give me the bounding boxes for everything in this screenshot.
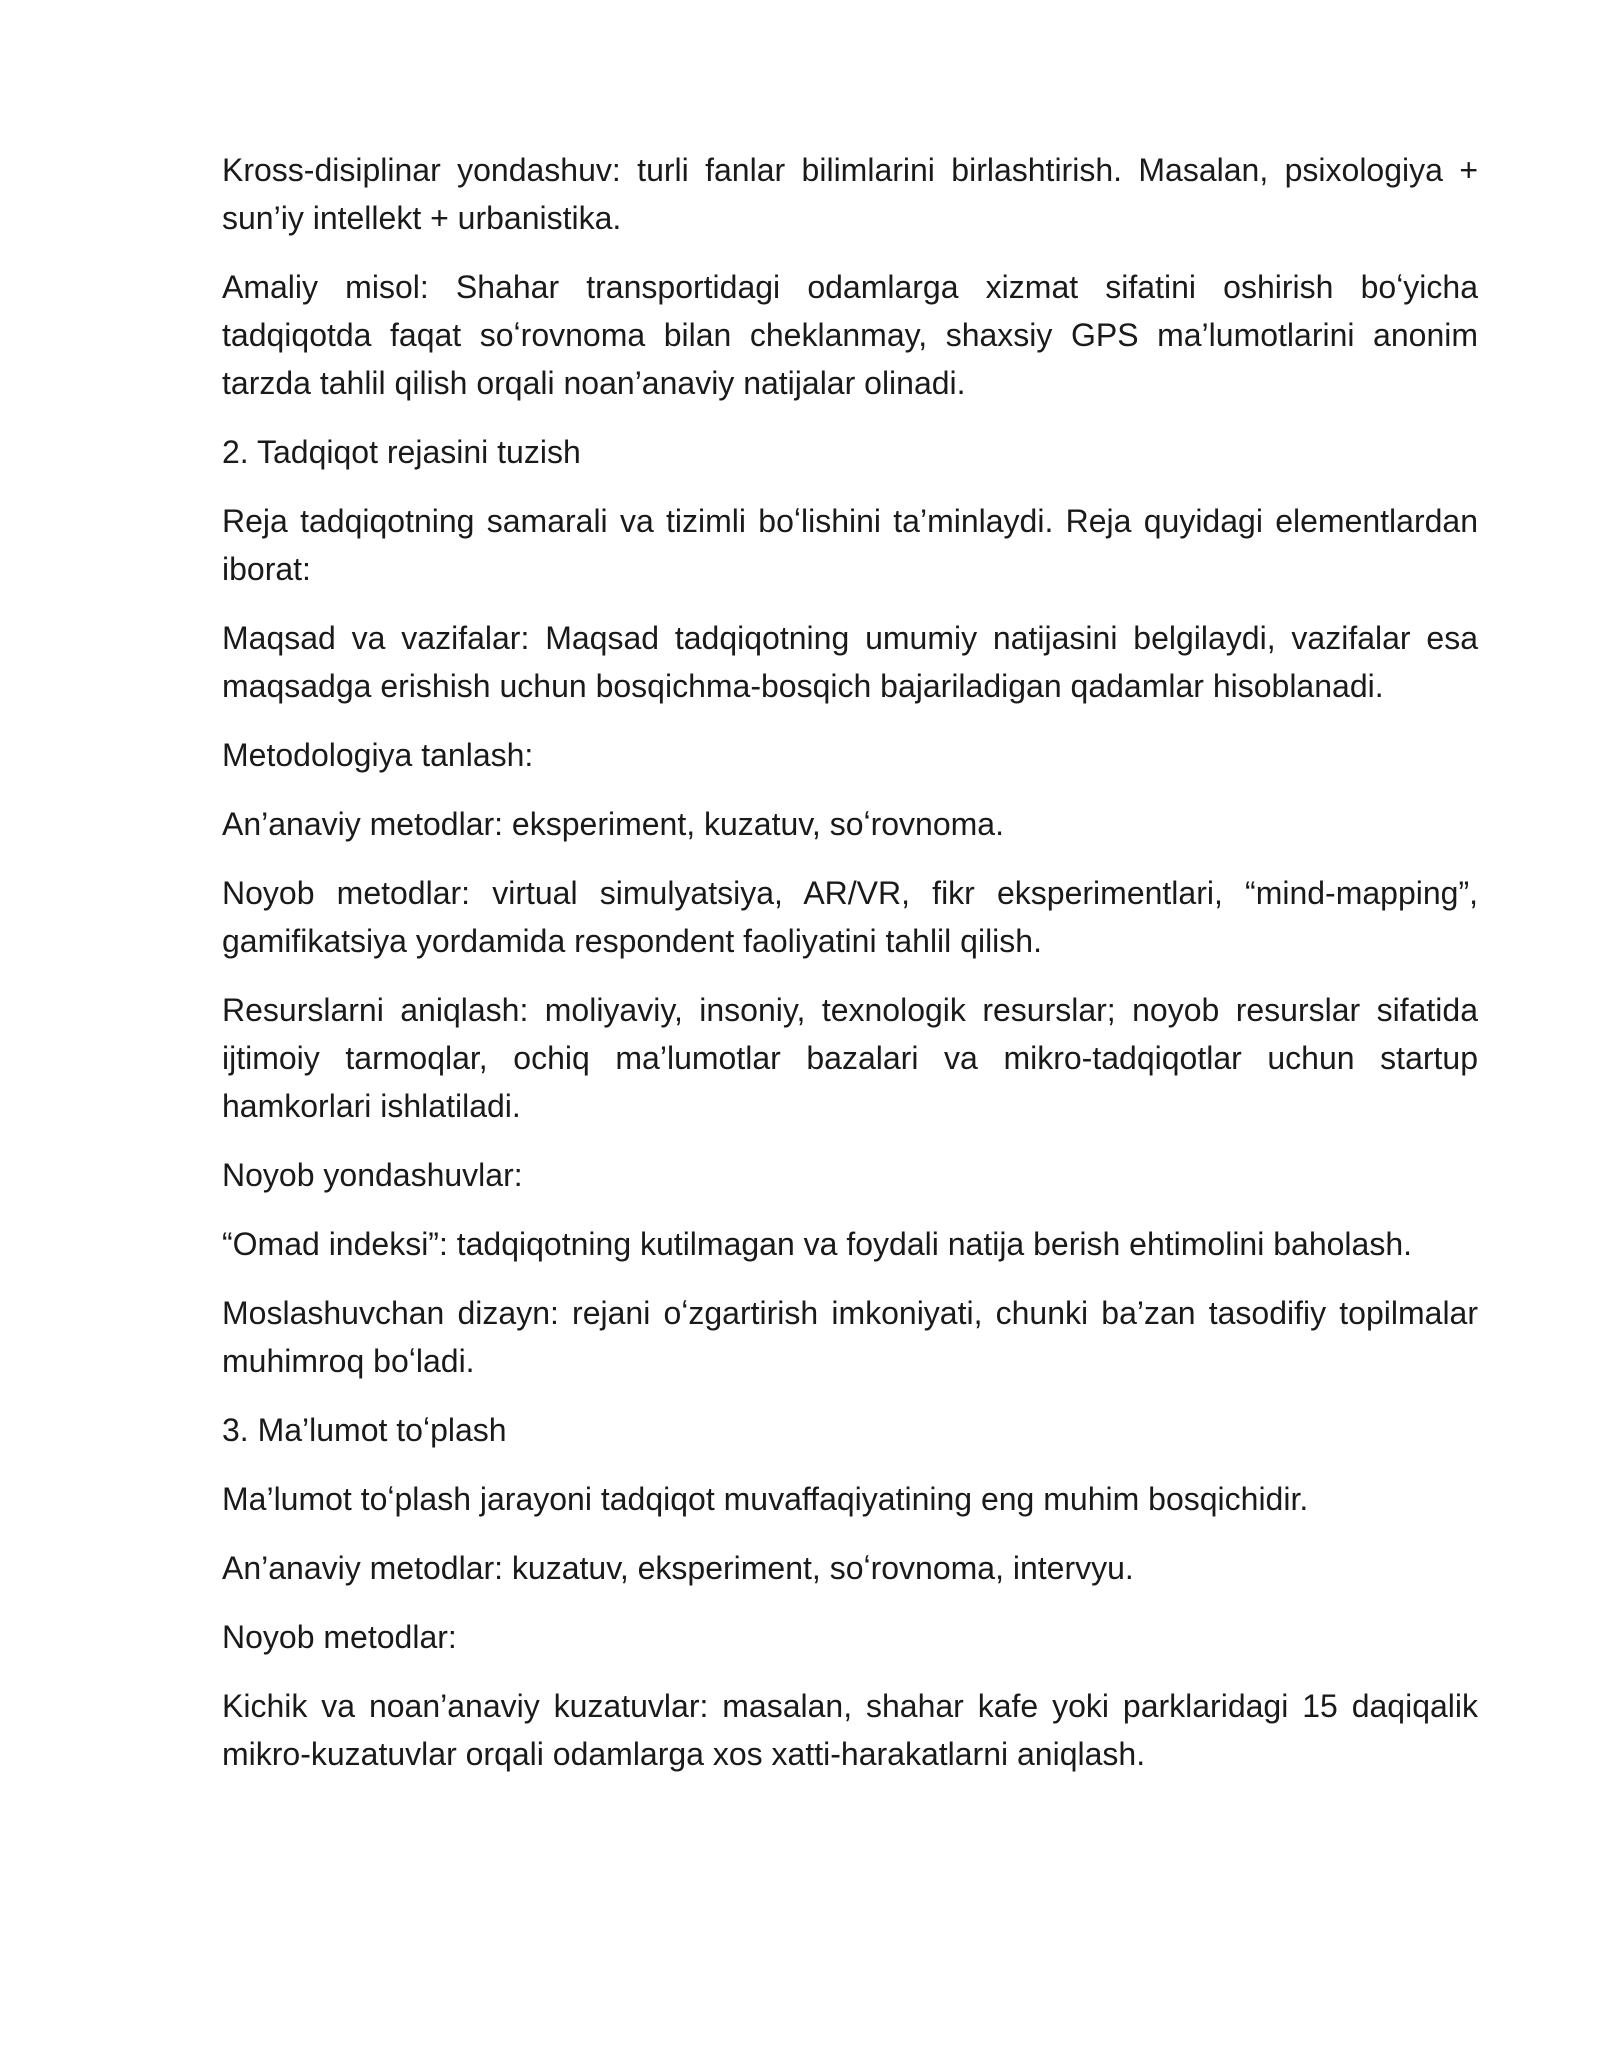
paragraph-data-collection-intro: Ma’lumot toʻplash jarayoni tadqiqot muvaffaqiyatining eng muhim bosqichidir. [222, 1481, 1309, 1517]
paragraph-traditional-methods: An’anaviy metodlar: eksperiment, kuzatuv, soʻrovnoma. [222, 806, 1004, 842]
paragraph-unique-methods: Noyob metodlar: virtual simulyatsiya, AR/VR, fikr eksperimentlari, “mind-mapping”, gamifikatsiya yordamida respondent faoliyatini tahlil qilish. [222, 875, 1478, 959]
paragraph-methodology: Metodologiya tanlash: [222, 737, 534, 773]
paragraph-collection-unique-methods: Noyob metodlar: [222, 1619, 457, 1655]
paragraph-luck-index: “Omad indeksi”: tadqiqotning kutilmagan va foydali natija berish ehtimolini baholash. [222, 1226, 1412, 1262]
paragraph-flexible-design: Moslashuvchan dizayn: rejani oʻzgartirish imkoniyati, chunki ba’zan tasodifiy topilmalar muhimroq boʻladi. [222, 1295, 1478, 1379]
paragraph-micro-observations: Kichik va noan’anaviy kuzatuvlar: masalan, shahar kafe yoki parklaridagi 15 daqiqalik mikro-kuzatuvlar orqali odamlarga xos xatti-harakatlarni aniqlash. [222, 1688, 1478, 1772]
paragraph-cross-disciplinary: Kross-disiplinar yondashuv: turli fanlar bilimlarini birlashtirish. Masalan, psixologiya + sun’iy intellekt + urbanistika. [222, 152, 1478, 236]
section-heading-research-plan: 2. Tadqiqot rejasini tuzish [222, 434, 581, 470]
paragraph-resources: Resurslarni aniqlash: moliyaviy, insoniy, texnologik resurslar; noyob resurslar sifatida ijtimoiy tarmoqlar, ochiq ma’lumotlar bazalari va mikro-tadqiqotlar uchun startup hamkorlari ishlatiladi. [222, 992, 1478, 1124]
paragraph-collection-traditional-methods: An’anaviy metodlar: kuzatuv, eksperiment, soʻrovnoma, intervyu. [222, 1550, 1134, 1586]
paragraph-unique-approaches: Noyob yondashuvlar: [222, 1157, 523, 1193]
paragraph-practical-example: Amaliy misol: Shahar transportidagi odamlarga xizmat sifatini oshirish boʻyicha tadqiqotda faqat soʻrovnoma bilan cheklanmay, shaxsiy GPS ma’lumotlarini anonim tarzda tahlil qilish orqali noan’anaviy natijalar olinadi. [222, 269, 1478, 401]
document-page [222, 146, 1478, 1799]
paragraph-plan-intro: Reja tadqiqotning samarali va tizimli boʻlishini ta’minlaydi. Reja quyidagi elementlardan iborat: [222, 503, 1478, 587]
section-heading-data-collection: 3. Ma’lumot toʻplash [222, 1412, 507, 1448]
paragraph-goals-tasks: Maqsad va vazifalar: Maqsad tadqiqotning umumiy natijasini belgilaydi, vazifalar esa maqsadga erishish uchun bosqichma-bosqich bajariladigan qadamlar hisoblanadi. [222, 620, 1478, 704]
